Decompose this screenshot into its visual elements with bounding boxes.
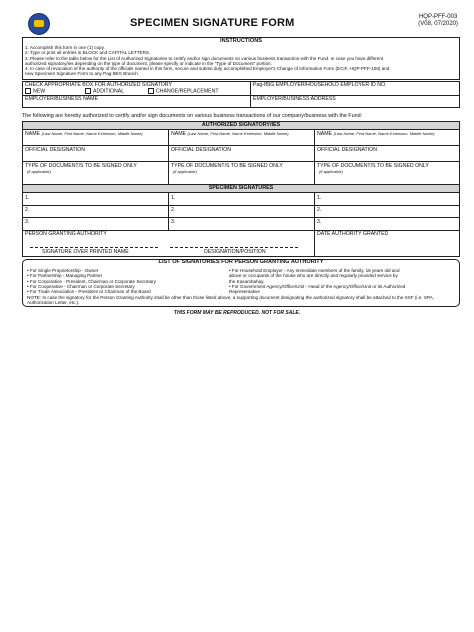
date-granted-label: DATE AUTHORITY GRANTED [317, 231, 389, 237]
specimen-1c[interactable]: 1. [317, 195, 322, 201]
signatories-right-column [229, 268, 405, 294]
instruction-item: 4. In case of revocation of the authority of the officials named in this form, secure and submit duly accomplished Employer's Change of Information Form (ECIF, HQP-PFF-106) and [25, 66, 390, 72]
form-version: (V08, 07/2020) [418, 21, 458, 27]
divider [22, 145, 460, 146]
instruction-item: new Specimen Signature Form to any Pag-IBIG Branch. [25, 71, 140, 77]
specimen-2b[interactable]: 2. [171, 207, 176, 213]
signature-over-name-label: SIGNATURE OVER PRINTED NAME [42, 249, 129, 255]
designation-label-1: OFFICIAL DESIGNATION [25, 147, 85, 153]
name-label-1: NAME (Last Name, First Name, Name Extension, Middle Name) [25, 131, 143, 137]
checkbox-new[interactable] [25, 88, 31, 94]
specimen-3b[interactable]: 3. [171, 219, 176, 225]
divider [22, 161, 460, 162]
specimen-header: SPECIMEN SIGNATURES [22, 184, 460, 193]
doc-type-label-1: TYPE OF DOCUMENT/S TO BE SIGNED ONLY [25, 163, 137, 169]
doc-type-label-2: TYPE OF DOCUMENT/S TO BE SIGNED ONLY [171, 163, 283, 169]
name-label-3: NAME (Last Name, First Name, Name Extension, Middle Name) [317, 131, 435, 137]
option-additional[interactable]: ADDITIONAL [85, 88, 124, 94]
specimen-1b[interactable]: 1. [171, 195, 176, 201]
signatory-item: • For Cooperative - Chairman or Corporate Secretary [27, 283, 135, 289]
designation-position-label: DESIGNATION/POSITION [204, 249, 266, 255]
divider [22, 205, 460, 206]
divider [314, 193, 315, 257]
instruction-item: 2. Type or print all entries in BLOCK and CAPITAL LETTERS. [25, 50, 151, 56]
signatory-item: above or occupants of the house who are directly and regularly provided service by [229, 273, 398, 279]
signatories-note: NOTE: In case the signatory for the Person Granting Authority shall be other than those listed above, a supporting document designating the authorized signatory shall be attached to the SSF (i.e. SPA, Authorization Letter, etc.). [27, 295, 434, 306]
signatories-left-column [27, 268, 156, 294]
signatory-item: • For Trade Association - President or Chairman of the Board [27, 289, 151, 295]
signatories-list-box [22, 259, 460, 307]
doc-type-hint-3: (if applicable) [319, 169, 343, 174]
divider [22, 217, 460, 218]
granting-authority-label: PERSON GRANTING AUTHORITY [25, 231, 107, 237]
checkbox-additional[interactable] [85, 88, 91, 94]
signatory-item: Representative [229, 289, 260, 295]
divider [168, 130, 169, 185]
specimen-2a[interactable]: 2. [25, 207, 30, 213]
pagibig-logo [28, 13, 50, 35]
divider [314, 130, 315, 185]
doc-type-hint-2: (if applicable) [173, 169, 197, 174]
signatory-item: • For Government Agency/Office/Unit - Head of the Agency/Office/Unit or its Authorized [229, 283, 406, 289]
specimen-1a[interactable]: 1. [25, 195, 30, 201]
form-code: HQP-PFF-003 [418, 14, 458, 20]
employer-id-label: Pag-IBIG EMPLOYER/HOUSEHOLD EMPLOYER ID NO. [253, 82, 387, 88]
authorized-header: AUTHORIZED SIGNATORY/IES [22, 121, 460, 130]
employer-address-label: EMPLOYER/BUSINESS ADDRESS [253, 96, 336, 102]
designation-label-2: OFFICIAL DESIGNATION [171, 147, 231, 153]
form-title: SPECIMEN SIGNATURE FORM [130, 17, 295, 29]
employer-name-label: EMPLOYER/BUSINESS NAME [25, 96, 98, 102]
authorization-statement: The following are hereby authorized to certify and/or sign documents on various business transactions of our company/business with the Fund: [22, 113, 363, 119]
signatory-item: • For Corporation - President, Chairman or Corporate Secretary [27, 278, 157, 284]
specimen-3c[interactable]: 3. [317, 219, 322, 225]
instruction-item: 1. Accomplish this form in one (1) copy. [25, 45, 105, 51]
specimen-2c[interactable]: 2. [317, 207, 322, 213]
signature-line [30, 247, 158, 248]
name-label-2: NAME (Last Name, First Name, Name Extension, Middle Name) [171, 131, 289, 137]
signatory-item: • For Partnership - Managing Partner [27, 273, 103, 279]
form-code-block [418, 14, 458, 28]
doc-type-label-3: TYPE OF DOCUMENT/S TO BE SIGNED ONLY [317, 163, 429, 169]
instruction-item: 3. Please refer to the table below for the List of Authorized Signatories to certify and/or sign documents on various business transaction with the Fund. In case you have different [25, 55, 384, 61]
check-box-label: CHECK APPROPRIATE BOX FOR AUTHORIZED SIGNATORY [25, 82, 172, 88]
footer-notice: THIS FORM MAY BE REPRODUCED. NOT FOR SALE. [173, 310, 301, 316]
option-change[interactable]: CHANGE/REPLACEMENT [148, 88, 219, 94]
instructions-list [25, 45, 459, 76]
instruction-item: authorized signatory/ies depending on the type of document, please specify or indicate in the "Type of Document" portion. [25, 60, 272, 66]
divider [168, 193, 169, 230]
doc-type-hint-1: (if applicable) [27, 169, 51, 174]
designation-label-3: OFFICIAL DESIGNATION [317, 147, 377, 153]
signatory-item: • For Household Employer - Any immediate members of the family, 18 years old and [229, 268, 400, 273]
specimen-3a[interactable]: 3. [25, 219, 30, 225]
signatory-item: the Kasambahay. [229, 278, 265, 284]
checkbox-change[interactable] [148, 88, 154, 94]
signatory-item: • For Single Proprietorship - Owner [27, 268, 99, 273]
designation-line [170, 247, 298, 248]
signatories-title: LIST OF SIGNATORIES FOR PERSON GRANTING AUTHORITY [158, 259, 324, 265]
option-new[interactable]: NEW [25, 88, 45, 94]
instructions-title: INSTRUCTIONS [220, 38, 262, 44]
instructions-box [22, 37, 460, 80]
